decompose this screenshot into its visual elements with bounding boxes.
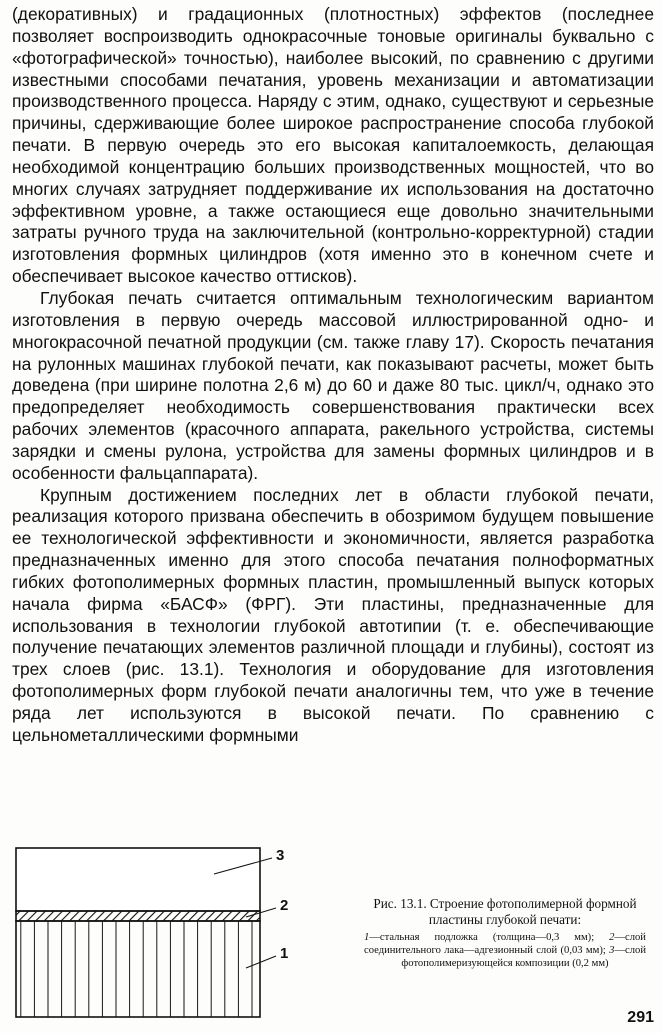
label-1: 1	[280, 945, 289, 962]
figure-caption	[364, 896, 646, 970]
caption-title: Рис. 13.1. Строение фотополимерной формной пластины глубокой печати:	[373, 896, 637, 927]
label-3: 3	[276, 847, 285, 864]
page-number: 291	[627, 1009, 654, 1026]
adhesive-layer	[16, 911, 260, 921]
label-2: 2	[280, 897, 289, 914]
legend-item-1: 1—стальная подложка (толщина—0,3 мм);	[364, 932, 595, 943]
paragraph-3: Крупным достижением последних лет в области глубокой печати, реализация которого призвана обеспечить в обозримом будущем повышение ее технологической эффективности и экономичности, является разработка предназначенных именно для этого способа печатания полноформатных гибких фотополимерных формных пластин, промышленный выпуск которых начала фирма «БАСФ» (ФРГ). Эти пластины, предназначенные для использования в технологии глубокой автотипии (т. е. обеспечивающие получение печатающих элементов различной площади и глубины), состоят из трех слоев (рис. 13.1). Технология и оборудование для изготовления фотополимерных форм глубокой печати аналогичны тем, что уже в течение ряда лет используются в высокой печати. По сравнению с цельнометаллическими формными	[12, 484, 654, 745]
plate-structure-figure	[14, 840, 314, 1020]
legend-item-2: 2—слой соединительного лака—адгезионный слой (0,03 мм);	[364, 932, 646, 956]
steel-base-layer	[16, 921, 260, 1017]
paragraph-2: Глубокая печать считается оптимальным технологическим вариантом изготовления в первую очередь массовой иллюстрированной одно- и многокрасочной печатной продукции (см. также главу 17). Скорость печатания на рулонных машинах глубокой печати, как показывают расчеты, может быть доведена (при ширине полотна 2,6 м) до 60 и даже 80 тыс. цикл/ч, однако это предопределяет необходимость совершенствования практически всех рабочих элементов (красочного аппарата, ракельного устройства, системы зарядки и смены рулона, устройства для замены формных цилиндров и в особенности фальцаппарата).	[12, 287, 654, 483]
body-text	[12, 4, 654, 747]
legend-item-3: 3—слой фотополимеризующейся композиции (0,2 мм)	[401, 945, 646, 969]
caption-legend	[364, 931, 646, 970]
paragraph-1: (декоративных) и градационных (плотностных) эффектов (последнее позволяет воспроизводить однокрасочные тоновые оригиналы буквально с «фотографической» точностью), наиболее высокий, по сравнению с другими известными способами печатания, уровень механизации и автоматизации производственного процесса. Наряду с этим, однако, существуют и серьезные причины, сдерживающие более широкое распространение способа глубокой печати. В первую очередь это его высокая капиталоемкость, делающая необходимой концентрацию больших производственных мощностей, что во многих случаях затрудняет поддерживание их использования на достаточно эффективном уровне, а также остающиеся еще довольно значительными затраты ручного труда на заключительной (контрольно-корректурной) стадии изготовления формных цилиндров (хотя именно это в конечном счете и обеспечивает высокое качество оттисков).	[12, 4, 654, 287]
photopolymer-layer	[16, 848, 260, 911]
